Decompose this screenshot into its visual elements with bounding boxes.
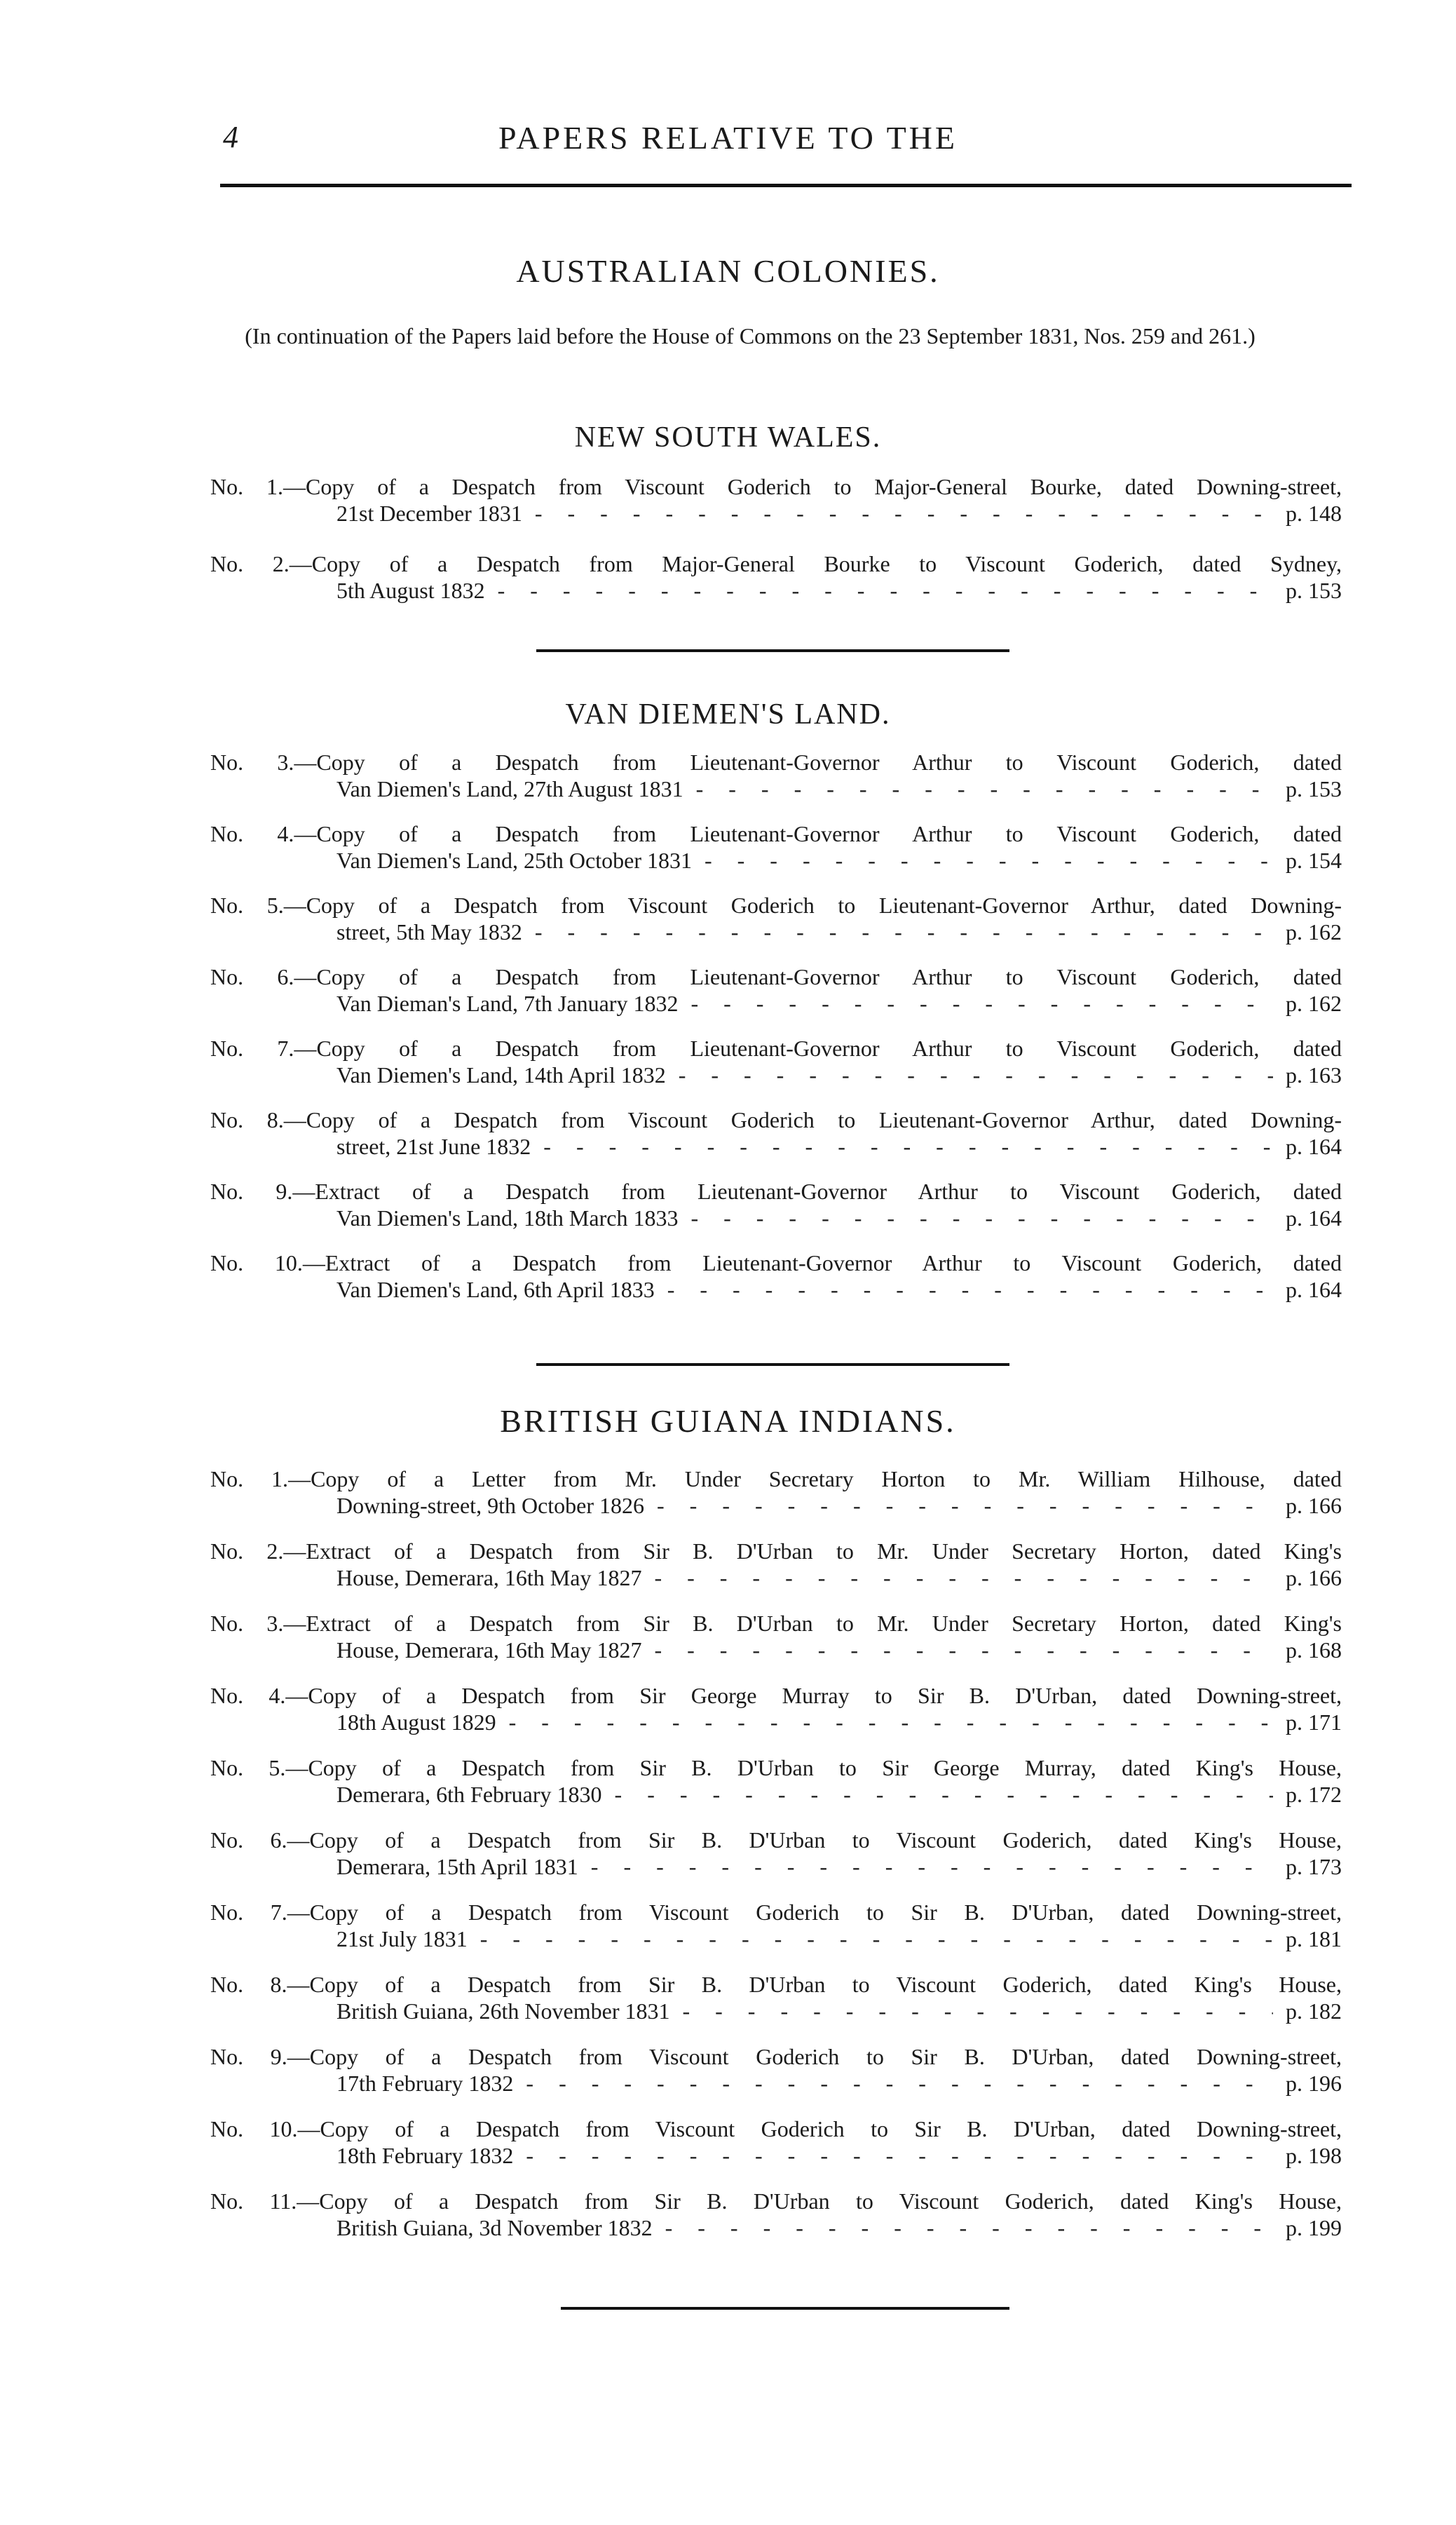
- dot-leader: [705, 847, 1273, 874]
- entry-date-place: street, 21st June 1832: [336, 1134, 531, 1159]
- entry-first-line: [210, 749, 1342, 776]
- page-reference: p. 199: [1286, 2215, 1342, 2240]
- dot-leader: [679, 1062, 1273, 1088]
- page-reference: p. 166: [1286, 1565, 1342, 1590]
- dot-leader: [543, 1133, 1273, 1160]
- intro-note: (In continuation of the Papers laid before the House of Commons on the 23 September 1831, Nos. 259 and 261.): [245, 323, 1256, 348]
- entry-second-line: [210, 1492, 1342, 1519]
- entry-second-line: [210, 776, 1342, 802]
- entry-first-line: [210, 820, 1342, 847]
- entry-date-place: 21st December 1831: [336, 501, 522, 526]
- entry-description: —Copy of a Despatch from Sir B. D'Urban to Viscount Goderich, dated King's House,: [287, 1827, 1342, 1853]
- page-reference: p. 182: [1286, 1998, 1342, 2024]
- entry-date-place: Demerara, 6th February 1830: [336, 1782, 602, 1807]
- toc-entry: [210, 1250, 1342, 1303]
- entry-second-line: [210, 1205, 1342, 1231]
- entry-first-line: [210, 1971, 1342, 1998]
- page-reference: p. 173: [1286, 1854, 1342, 1879]
- entry-date-place: Van Dieman's Land, 7th January 1832: [336, 991, 679, 1016]
- dot-leader: [657, 1492, 1273, 1519]
- toc-entry: [210, 1971, 1342, 2024]
- toc-entry: [210, 892, 1342, 945]
- entry-number: No. 4.: [210, 1683, 286, 1708]
- dot-leader: [591, 1853, 1273, 1880]
- toc-entry: [210, 1538, 1342, 1591]
- entry-first-line: [210, 1754, 1342, 1781]
- page-reference: p. 166: [1286, 1493, 1342, 1518]
- entry-second-line: [210, 1276, 1342, 1303]
- entry-description: —Extract of a Despatch from Lieutenant-Governor Arthur to Viscount Goderich, dated: [292, 1179, 1342, 1204]
- page-reference: p. 162: [1286, 991, 1342, 1016]
- toc-entry: [210, 2043, 1342, 2097]
- entry-number: No. 11.: [210, 2188, 297, 2214]
- entry-number: No. 2.: [210, 551, 290, 576]
- entry-second-line: [210, 990, 1342, 1017]
- page-reference: p. 164: [1286, 1134, 1342, 1159]
- entry-date-place: Downing-street, 9th October 1826: [336, 1493, 645, 1518]
- entry-number: No. 3.: [210, 1611, 284, 1636]
- entry-number: No. 9.: [210, 1179, 293, 1204]
- section-divider: [561, 2307, 1009, 2310]
- entry-second-line: [210, 847, 1342, 874]
- entry-date-place: 18th August 1829: [336, 1710, 496, 1735]
- section-heading-british-guiana-indians: BRITISH GUIANA INDIANS.: [500, 1403, 956, 1439]
- page-reference: p. 172: [1286, 1782, 1342, 1807]
- dot-leader: [690, 990, 1273, 1017]
- entry-number: No. 7.: [210, 1036, 294, 1061]
- entry-second-line: [210, 1062, 1342, 1088]
- page-reference: p. 164: [1286, 1277, 1342, 1302]
- entry-second-line: [210, 1925, 1342, 1952]
- entry-description: —Copy of a Despatch from Major-General Bourke to Viscount Goderich, dated Sydney,: [289, 551, 1342, 576]
- dot-leader: [526, 2142, 1273, 2169]
- entry-first-line: [210, 963, 1342, 990]
- toc-entry: [210, 1899, 1342, 1952]
- entry-date-place: House, Demerara, 16th May 1827: [336, 1565, 642, 1590]
- page-reference: p. 171: [1286, 1710, 1342, 1735]
- entry-first-line: [210, 473, 1342, 500]
- entry-first-line: [210, 2188, 1342, 2214]
- entry-date-place: British Guiana, 3d November 1832: [336, 2215, 653, 2240]
- page-reference: p. 196: [1286, 2071, 1342, 2096]
- entry-first-line: [210, 1538, 1342, 1564]
- entry-number: No. 6.: [210, 1827, 287, 1853]
- toc-entry: [210, 550, 1342, 604]
- entry-first-line: [210, 1035, 1342, 1062]
- entry-first-line: [210, 1106, 1342, 1133]
- dot-leader: [615, 1781, 1273, 1808]
- entry-first-line: [210, 1250, 1342, 1276]
- section-heading-van-diemens-land: VAN DIEMEN'S LAND.: [565, 698, 891, 731]
- entry-second-line: [210, 919, 1342, 945]
- entry-first-line: [210, 1827, 1342, 1853]
- entry-description: —Copy of a Despatch from Viscount Goderich to Sir B. D'Urban, dated Downing-street,: [287, 1900, 1342, 1925]
- entry-number: No. 5.: [210, 1755, 286, 1780]
- entry-description: —Copy of a Despatch from Lieutenant-Governor Arthur to Viscount Goderich, dated: [294, 821, 1342, 846]
- entry-number: No. 10.: [210, 1250, 303, 1275]
- toc-entry: [210, 2188, 1342, 2241]
- section-heading-new-south-wales: NEW SOUTH WALES.: [574, 421, 882, 454]
- entry-date-place: 18th February 1832: [336, 2143, 514, 2168]
- entry-second-line: [210, 2070, 1342, 2097]
- entry-description: —Extract of a Despatch from Sir B. D'Urban to Mr. Under Secretary Horton, dated King's: [283, 1538, 1342, 1564]
- document-title: AUSTRALIAN COLONIES.: [516, 253, 940, 289]
- entry-second-line: [210, 1637, 1342, 1663]
- page-reference: p. 164: [1286, 1205, 1342, 1231]
- entry-description: —Copy of a Despatch from Viscount Goderich to Lieutenant-Governor Arthur, dated Downing-: [283, 893, 1342, 918]
- entry-second-line: [210, 500, 1342, 527]
- entry-first-line: [210, 1178, 1342, 1205]
- entry-number: No. 8.: [210, 1972, 287, 1997]
- page-reference: p. 163: [1286, 1062, 1342, 1088]
- entry-date-place: Van Diemen's Land, 18th March 1833: [336, 1205, 679, 1231]
- entry-number: No. 8.: [210, 1107, 284, 1132]
- dot-leader: [696, 776, 1273, 802]
- entry-date-place: Demerara, 15th April 1831: [336, 1854, 578, 1879]
- entry-first-line: [210, 1682, 1342, 1709]
- entry-second-line: [210, 1564, 1342, 1591]
- entry-description: —Extract of a Despatch from Lieutenant-Governor Arthur to Viscount Goderich, dated: [302, 1250, 1342, 1275]
- entry-first-line: [210, 550, 1342, 577]
- header-rule: [220, 184, 1352, 187]
- section-divider: [536, 649, 1009, 652]
- entry-second-line: [210, 1853, 1342, 1880]
- toc-entry: [210, 1682, 1342, 1735]
- entry-description: —Extract of a Despatch from Sir B. D'Urban to Mr. Under Secretary Horton, dated King's: [283, 1611, 1342, 1636]
- dot-leader: [535, 500, 1273, 527]
- entry-date-place: Van Diemen's Land, 27th August 1831: [336, 776, 683, 801]
- entry-description: —Copy of a Despatch from Lieutenant-Governor Arthur to Viscount Goderich, dated: [294, 964, 1342, 989]
- entry-second-line: [210, 577, 1342, 604]
- entry-description: —Copy of a Letter from Mr. Under Secretary Horton to Mr. William Hilhouse, dated: [288, 1466, 1342, 1491]
- entry-number: No. 4.: [210, 821, 294, 846]
- toc-entry: [210, 2116, 1342, 2169]
- page-reference: p. 162: [1286, 919, 1342, 945]
- dot-leader: [682, 1998, 1273, 2024]
- entry-date-place: House, Demerara, 16th May 1827: [336, 1637, 642, 1663]
- toc-entry: [210, 1610, 1342, 1663]
- toc-entry: [210, 1178, 1342, 1231]
- entry-description: —Copy of a Despatch from Sir B. D'Urban to Viscount Goderich, dated King's House,: [287, 1972, 1342, 1997]
- entry-first-line: [210, 892, 1342, 919]
- dot-leader: [498, 577, 1273, 604]
- toc-entry: [210, 1754, 1342, 1808]
- entry-first-line: [210, 1899, 1342, 1925]
- entry-date-place: street, 5th May 1832: [336, 919, 522, 945]
- entry-number: No. 6.: [210, 964, 294, 989]
- page-reference: p. 153: [1286, 776, 1342, 801]
- entry-description: —Copy of a Despatch from Lieutenant-Governor Arthur to Viscount Goderich, dated: [294, 1036, 1342, 1061]
- entry-number: No. 5.: [210, 893, 284, 918]
- entry-date-place: 5th August 1832: [336, 578, 485, 603]
- dot-leader: [535, 919, 1273, 945]
- entry-second-line: [210, 1781, 1342, 1808]
- toc-entry: [210, 749, 1342, 802]
- entry-description: —Copy of a Despatch from Viscount Goderich to Sir B. D'Urban, dated Downing-street,: [297, 2116, 1342, 2141]
- entry-description: —Copy of a Despatch from Viscount Goderich to Major-General Bourke, dated Downing-street,: [283, 474, 1342, 499]
- entry-date-place: 21st July 1831: [336, 1926, 468, 1951]
- entry-first-line: [210, 1465, 1342, 1492]
- entry-description: —Copy of a Despatch from Lieutenant-Governor Arthur to Viscount Goderich, dated: [294, 750, 1342, 775]
- entry-description: —Copy of a Despatch from Sir B. D'Urban to Viscount Goderich, dated King's House,: [297, 2188, 1342, 2214]
- dot-leader: [665, 2214, 1273, 2241]
- page-reference: p. 148: [1286, 501, 1342, 526]
- entry-description: —Copy of a Despatch from Sir George Murray to Sir B. D'Urban, dated Downing-street,: [285, 1683, 1342, 1708]
- dot-leader: [667, 1276, 1273, 1303]
- entry-description: —Copy of a Despatch from Sir B. D'Urban to Sir George Murray, dated King's House,: [285, 1755, 1342, 1780]
- entry-number: No. 1.: [210, 474, 283, 499]
- entry-first-line: [210, 2043, 1342, 2070]
- toc-entry: [210, 963, 1342, 1017]
- dot-leader: [480, 1925, 1273, 1952]
- running-title: PAPERS RELATIVE TO THE: [498, 120, 958, 156]
- page-number: 4: [223, 120, 238, 154]
- entry-date-place: British Guiana, 26th November 1831: [336, 1998, 670, 2024]
- entry-second-line: [210, 2142, 1342, 2169]
- entry-number: No. 9.: [210, 2044, 287, 2069]
- dot-leader: [690, 1205, 1273, 1231]
- toc-entry: [210, 1465, 1342, 1519]
- entry-number: No. 3.: [210, 750, 294, 775]
- section-divider: [536, 1363, 1009, 1366]
- entry-first-line: [210, 2116, 1342, 2142]
- toc-entry: [210, 820, 1342, 874]
- dot-leader: [654, 1637, 1273, 1663]
- entry-first-line: [210, 1610, 1342, 1637]
- dot-leader: [654, 1564, 1273, 1591]
- entry-second-line: [210, 1998, 1342, 2024]
- entry-date-place: Van Diemen's Land, 25th October 1831: [336, 848, 692, 873]
- entry-date-place: Van Diemen's Land, 14th April 1832: [336, 1062, 666, 1088]
- page-reference: p. 181: [1286, 1926, 1342, 1951]
- entry-second-line: [210, 1133, 1342, 1160]
- entry-number: No. 1.: [210, 1466, 289, 1491]
- page-reference: p. 153: [1286, 578, 1342, 603]
- toc-entry: [210, 1035, 1342, 1088]
- page-reference: p. 154: [1286, 848, 1342, 873]
- page-reference: p. 198: [1286, 2143, 1342, 2168]
- dot-leader: [526, 2070, 1273, 2097]
- entry-date-place: 17th February 1832: [336, 2071, 514, 2096]
- entry-description: —Copy of a Despatch from Viscount Goderich to Lieutenant-Governor Arthur, dated Downing-: [283, 1107, 1342, 1132]
- dot-leader: [509, 1709, 1273, 1735]
- toc-entry: [210, 1106, 1342, 1160]
- entry-second-line: [210, 2214, 1342, 2241]
- entry-number: No. 7.: [210, 1900, 287, 1925]
- entry-number: No. 10.: [210, 2116, 298, 2141]
- entry-second-line: [210, 1709, 1342, 1735]
- entry-description: —Copy of a Despatch from Viscount Goderich to Sir B. D'Urban, dated Downing-street,: [287, 2044, 1342, 2069]
- entry-date-place: Van Diemen's Land, 6th April 1833: [336, 1277, 655, 1302]
- toc-entry: [210, 473, 1342, 527]
- running-header: [0, 119, 1456, 175]
- entry-number: No. 2.: [210, 1538, 284, 1564]
- page-reference: p. 168: [1286, 1637, 1342, 1663]
- toc-entry: [210, 1827, 1342, 1880]
